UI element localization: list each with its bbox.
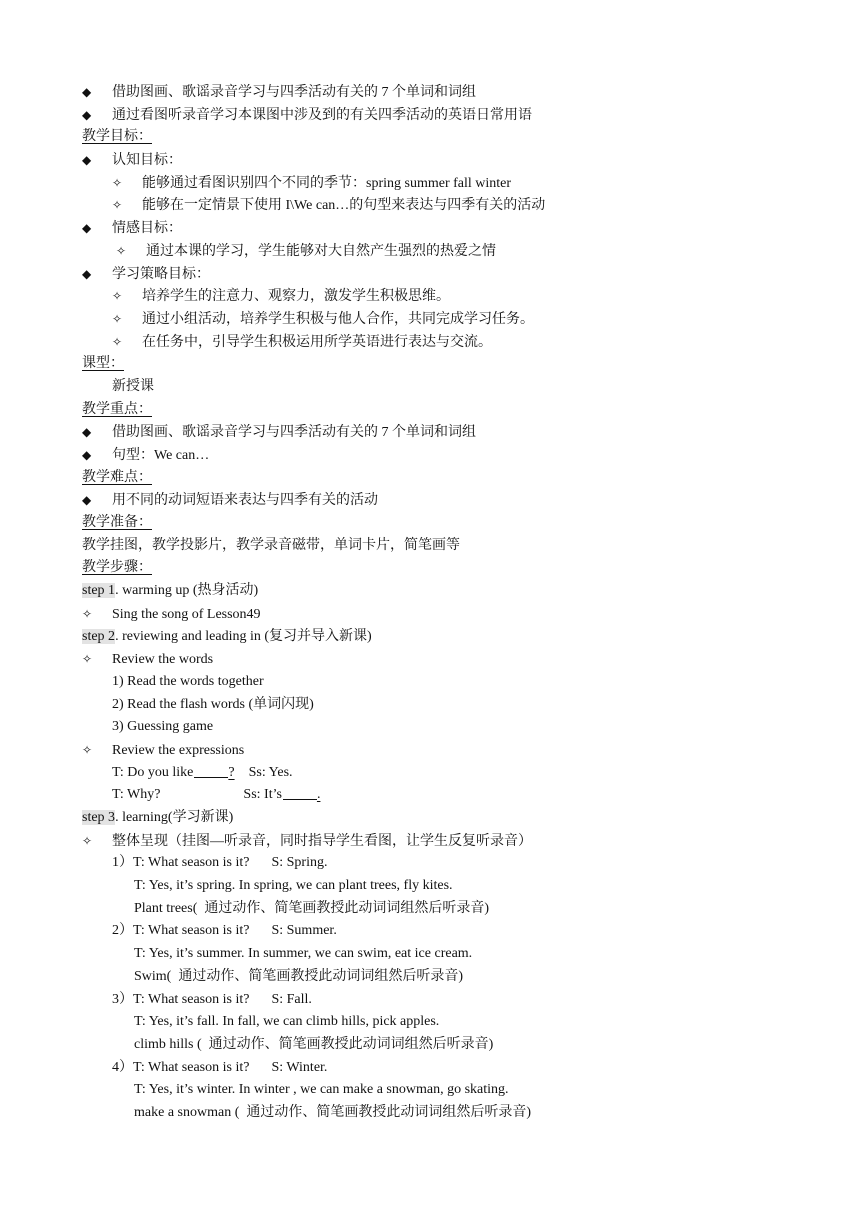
document-page xyxy=(82,81,782,1125)
diamond-bullet-icon: ◆ xyxy=(82,153,92,168)
star-bullet-icon: ✧ xyxy=(112,289,123,304)
step-3-heading: step 3. learning(学习新课) xyxy=(82,810,234,825)
list-item: ◆ 借助图画、歌谣录音学习与四季活动有关的 7 个单词和词组 xyxy=(82,421,782,444)
dialogue-line: climb hills ( 通过动作、简笔画教授此动词词组然后听录音) xyxy=(134,1036,494,1052)
star-bullet-icon: ✧ xyxy=(82,742,93,757)
step-label: step 1 xyxy=(82,583,116,599)
diamond-bullet-icon: ◆ xyxy=(82,448,92,462)
list-item: ✧ Sing the song of Lesson49 xyxy=(82,603,782,626)
diamond-bullet-icon: ◆ xyxy=(82,221,92,236)
list-item: ✧ 通过本课的学习，学生能够对大自然产生强烈的热爱之情 xyxy=(82,240,782,263)
list-item: ✧ 培养学生的注意力、观察力，激发学生积极思维。 xyxy=(82,285,782,308)
dialogue-line: T: Yes, it’s summer. In summer, we can swim, eat ice cream. xyxy=(134,946,473,962)
section-heading-key-points: 教学重点： xyxy=(82,401,152,417)
section-heading-goals: 教学目标： xyxy=(82,129,152,145)
star-bullet-icon: ✧ xyxy=(112,334,123,349)
diamond-bullet-icon: ◆ xyxy=(82,425,92,440)
dialogue-line: T: Yes, it’s winter. In winter , we can make a snowman, go skating. xyxy=(134,1082,509,1098)
list-item: ✧ Review the expressions xyxy=(82,739,782,762)
list-item: ◆ 情感目标： xyxy=(82,217,782,240)
list-item: 1) Read the words together xyxy=(112,673,264,689)
dialogue-line: T: Yes, it’s fall. In fall, we can climb hills, pick apples. xyxy=(134,1014,440,1030)
list-item: ✧ 在任务中，引导学生积极运用所学英语进行表达与交流。 xyxy=(82,331,782,354)
list-item: ◆ 学习策略目标： xyxy=(82,263,782,286)
dialogue-line: T: Yes, it’s spring. In spring, we can plant trees, fly kites. xyxy=(134,878,453,894)
star-bullet-icon: ✧ xyxy=(82,606,93,621)
dialogue-line: make a snowman ( 通过动作、简笔画教授此动词词组然后听录音) xyxy=(134,1104,532,1120)
dialogue-line: Plant trees( 通过动作、简笔画教授此动词词组然后听录音) xyxy=(134,900,490,916)
fill-blank xyxy=(283,785,317,800)
lesson-type-value: 新授课 xyxy=(112,378,154,394)
section-heading-preparation: 教学准备： xyxy=(82,515,152,531)
dialogue-line: T: Do you like ? Ss: Yes. xyxy=(112,764,293,780)
dialogue-line: 3）T: What season is it? S: Fall. xyxy=(112,991,312,1007)
list-item: ◆ 用不同的动词短语来表达与四季有关的活动 xyxy=(82,489,782,512)
dialogue-line: 4）T: What season is it? S: Winter. xyxy=(112,1059,328,1075)
dialogue-line: 2）T: What season is it? S: Summer. xyxy=(112,923,337,939)
fill-blank xyxy=(194,763,228,778)
list-item: ✧ 通过小组活动，培养学生积极与他人合作，共同完成学习任务。 xyxy=(82,308,782,331)
star-bullet-icon: ✧ xyxy=(82,833,93,848)
diamond-bullet-icon: ◆ xyxy=(82,493,92,508)
section-heading-difficulties: 教学难点： xyxy=(82,469,152,485)
list-item: ✧ 能够通过看图识别四个不同的季节：spring summer fall winter xyxy=(82,172,782,195)
list-item: ◆ 借助图画、歌谣录音学习与四季活动有关的 7 个单词和词组 xyxy=(82,81,782,104)
step-label: step 3 xyxy=(82,810,116,825)
list-item: 2) Read the flash words (单词闪现) xyxy=(112,696,314,712)
list-item: ✧ 能够在一定情景下使用 I\We can…的句型来表达与四季有关的活动 xyxy=(82,194,782,217)
star-bullet-icon: ✧ xyxy=(112,198,123,213)
star-bullet-icon: ✧ xyxy=(112,311,123,326)
step-2-heading: step 2. reviewing and leading in (复习并导入新课) xyxy=(82,628,372,644)
list-item: ◆ 句型：We can… xyxy=(82,444,782,467)
diamond-bullet-icon: ◆ xyxy=(82,107,92,122)
list-item: 3) Guessing game xyxy=(112,719,214,735)
dialogue-line: T: Why? Ss: It’s . xyxy=(112,787,321,803)
dialogue-line: 1）T: What season is it? S: Spring. xyxy=(112,855,328,871)
list-item: ✧ 整体呈现（挂图—听录音，同时指导学生看图，让学生反复听录音） xyxy=(82,830,782,853)
section-heading-steps: 教学步骤： xyxy=(82,560,152,576)
diamond-bullet-icon: ◆ xyxy=(82,85,92,99)
step-label: step 2 xyxy=(82,628,116,644)
section-heading-lesson-type: 课型： xyxy=(82,356,124,372)
star-bullet-icon: ✧ xyxy=(112,175,123,190)
list-item: ◆ 通过看图听录音学习本课图中涉及到的有关四季活动的英语日常用语 xyxy=(82,104,782,127)
list-item: ◆ 认知目标： xyxy=(82,149,782,172)
preparation-text: 教学挂图，教学投影片，教学录音磁带，单词卡片，简笔画等 xyxy=(82,537,460,553)
step-1-heading: step 1. warming up (热身活动) xyxy=(82,583,259,599)
star-bullet-icon: ✧ xyxy=(82,652,93,667)
diamond-bullet-icon: ◆ xyxy=(82,266,92,281)
list-item: ✧ Review the words xyxy=(82,648,782,671)
star-bullet-icon: ✧ xyxy=(116,243,127,258)
dialogue-line: Swim( 通过动作、简笔画教授此动词词组然后听录音) xyxy=(134,968,463,984)
